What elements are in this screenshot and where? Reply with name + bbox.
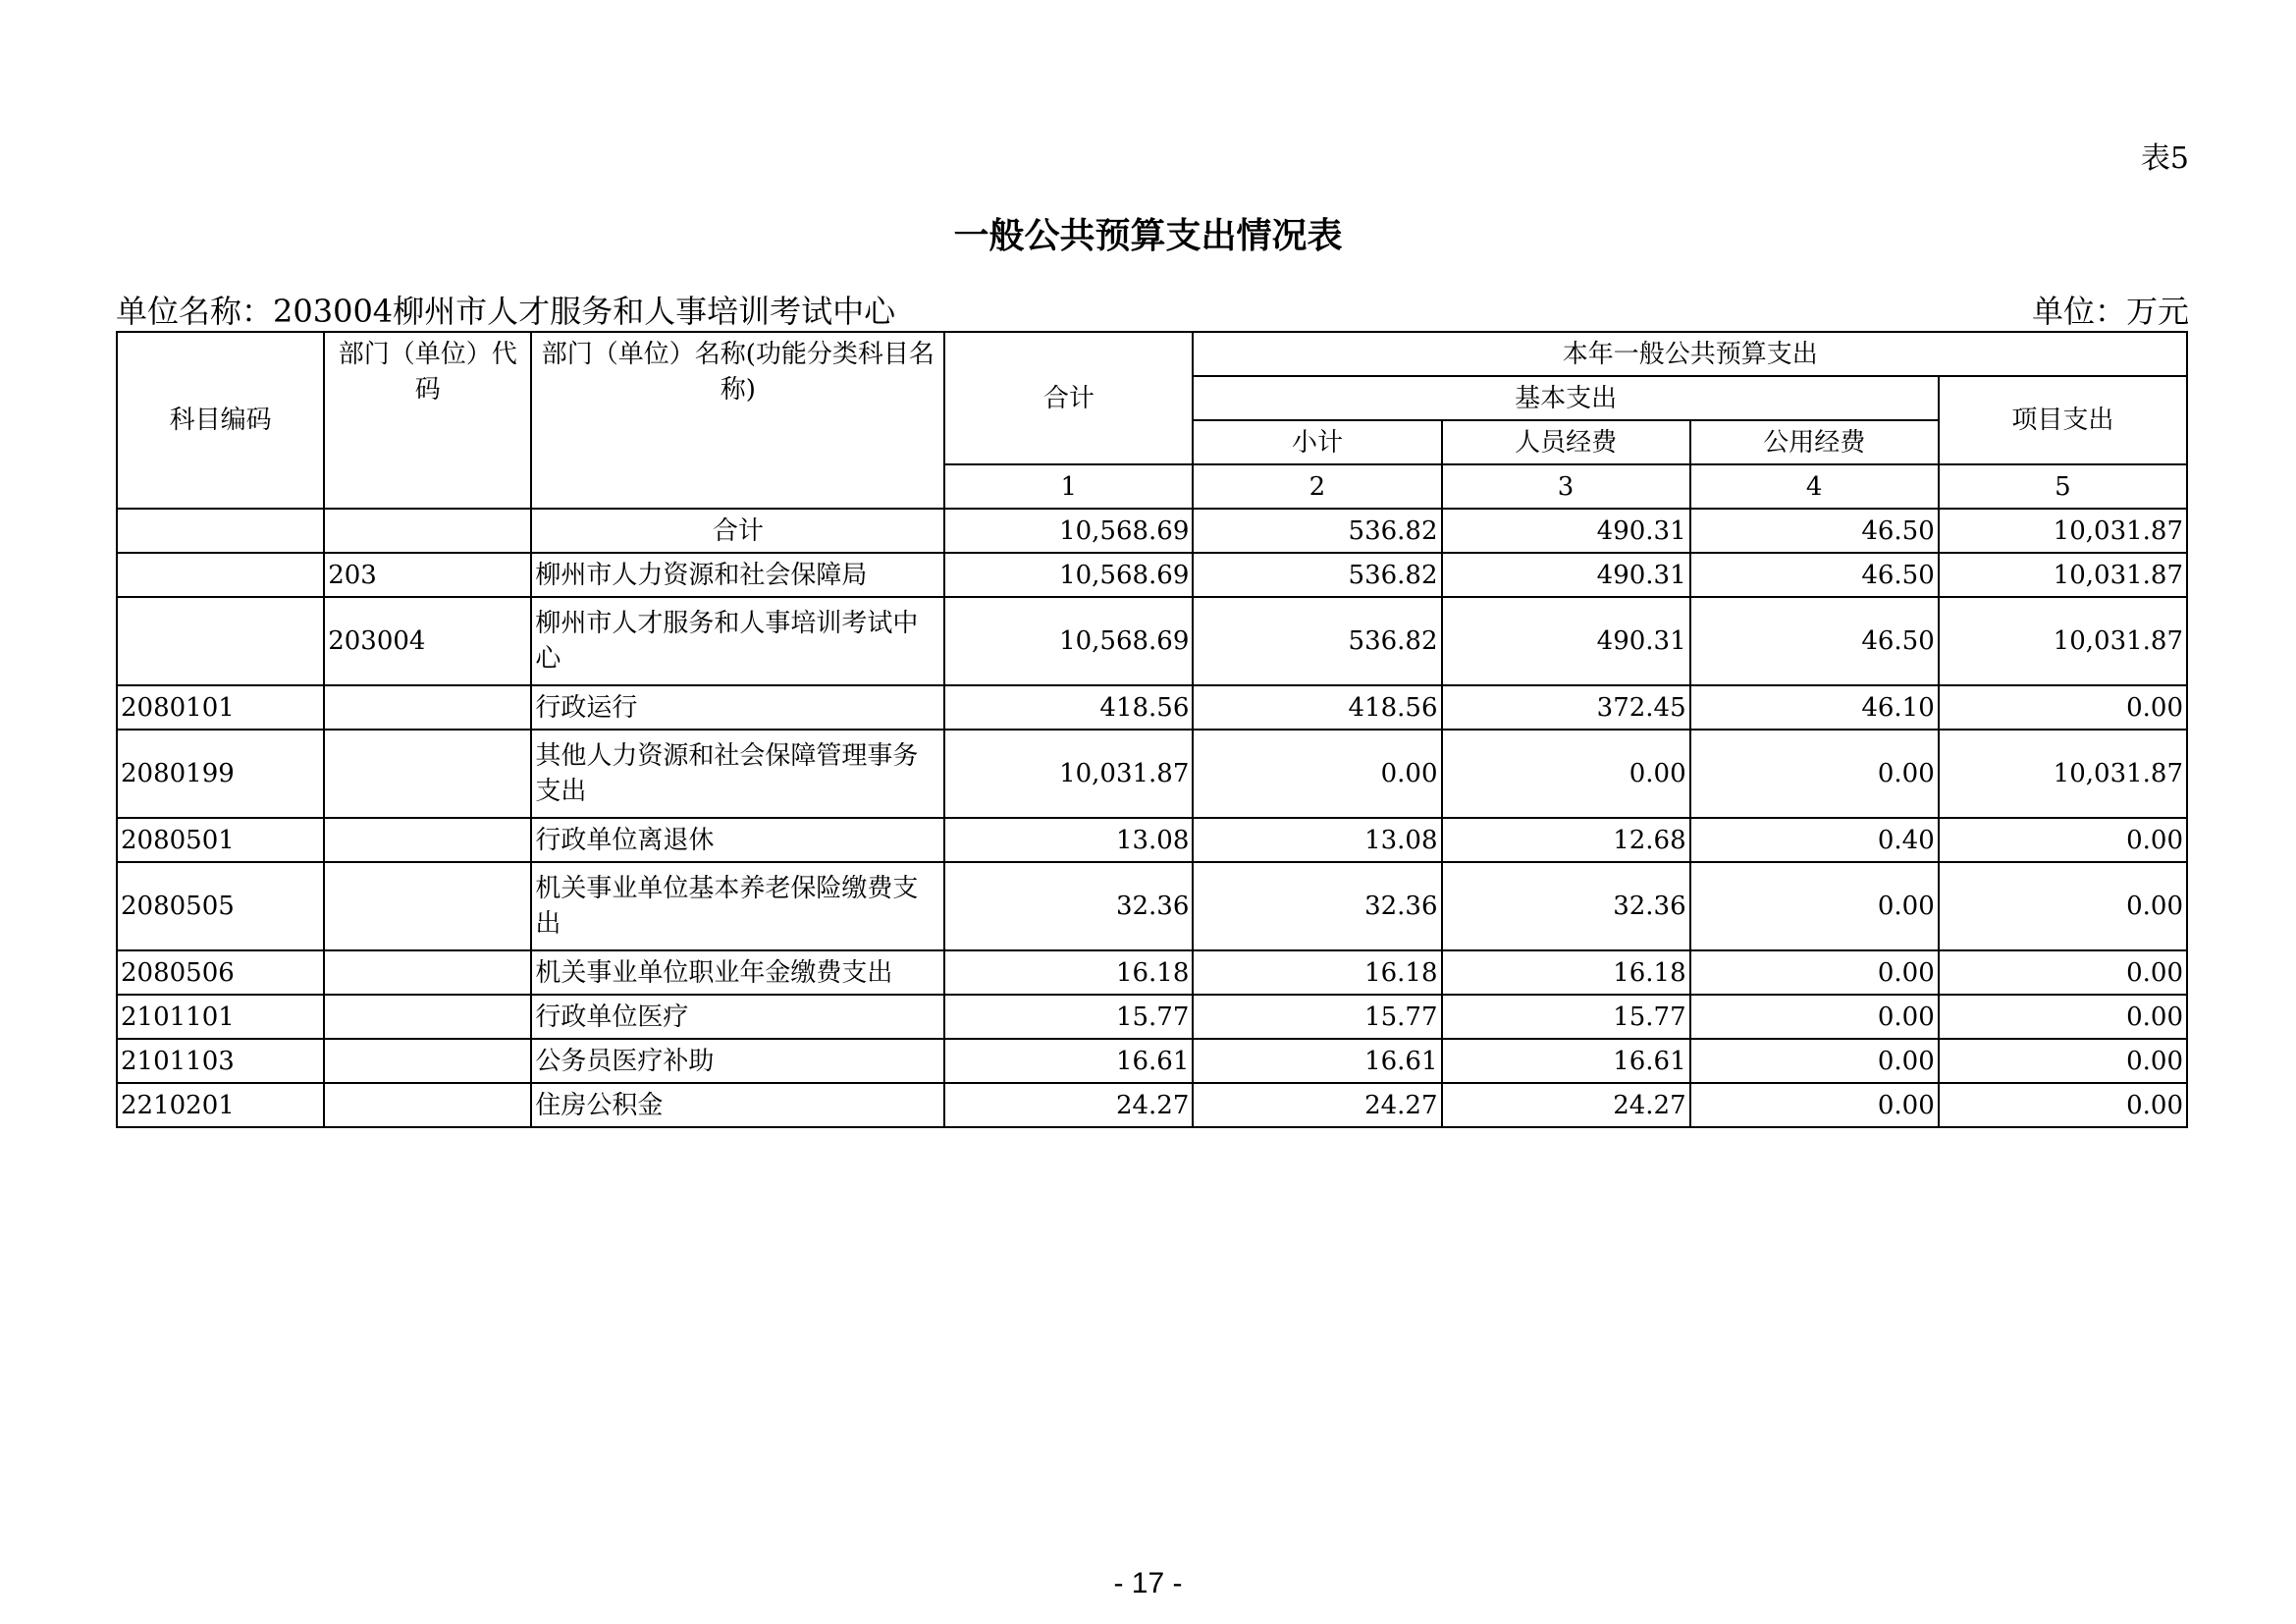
total-cell: 16.61 [944, 1039, 1193, 1083]
project-cell: 0.00 [1939, 1083, 2187, 1127]
personnel-cell: 490.31 [1442, 553, 1690, 597]
subject-code-cell: 2210201 [117, 1083, 324, 1127]
public-cell: 0.00 [1690, 1083, 1939, 1127]
public-cell: 46.50 [1690, 553, 1939, 597]
personnel-cell: 490.31 [1442, 597, 1690, 685]
project-cell: 0.00 [1939, 818, 2187, 862]
public-cell: 46.50 [1690, 509, 1939, 553]
personnel-cell: 16.18 [1442, 950, 1690, 995]
header-basic: 基本支出 [1193, 376, 1938, 420]
subject-code-cell: 2080501 [117, 818, 324, 862]
public-cell: 0.00 [1690, 862, 1939, 950]
table-row [117, 950, 2187, 995]
project-cell: 0.00 [1939, 995, 2187, 1039]
subject-code-cell [117, 509, 324, 553]
dept-code-cell: 203004 [324, 597, 531, 685]
table-row [117, 1039, 2187, 1083]
project-cell: 10,031.87 [1939, 730, 2187, 818]
public-cell: 46.50 [1690, 597, 1939, 685]
table-row [117, 553, 2187, 597]
dept-code-cell [324, 818, 531, 862]
table-row [117, 1083, 2187, 1127]
table-row [117, 597, 2187, 685]
budget-table [116, 331, 2188, 1128]
project-cell: 0.00 [1939, 1039, 2187, 1083]
header-subtotal: 小计 [1193, 420, 1441, 464]
column-number: 1 [944, 464, 1193, 509]
name-cell: 住房公积金 [531, 1083, 944, 1127]
public-cell: 46.10 [1690, 685, 1939, 730]
dept-code-cell [324, 1039, 531, 1083]
column-number: 3 [1442, 464, 1690, 509]
total-cell: 10,568.69 [944, 597, 1193, 685]
table-row-total [117, 509, 2187, 553]
total-cell: 418.56 [944, 685, 1193, 730]
column-number: 4 [1690, 464, 1939, 509]
name-cell: 柳州市人才服务和人事培训考试中心 [531, 597, 944, 685]
personnel-cell: 490.31 [1442, 509, 1690, 553]
total-cell: 10,568.69 [944, 553, 1193, 597]
project-cell: 10,031.87 [1939, 597, 2187, 685]
table-number-label: 表5 [2140, 141, 2189, 176]
dept-code-cell: 203 [324, 553, 531, 597]
subtotal-cell: 16.61 [1193, 1039, 1441, 1083]
public-cell: 0.00 [1690, 1039, 1939, 1083]
name-cell: 公务员医疗补助 [531, 1039, 944, 1083]
subject-code-cell: 2101101 [117, 995, 324, 1039]
table-row [117, 730, 2187, 818]
total-cell: 15.77 [944, 995, 1193, 1039]
public-cell: 0.00 [1690, 950, 1939, 995]
header-public: 公用经费 [1690, 420, 1939, 464]
name-cell: 机关事业单位基本养老保险缴费支出 [531, 862, 944, 950]
name-cell: 行政单位医疗 [531, 995, 944, 1039]
header-dept-code: 部门（单位）代码 [324, 332, 531, 509]
subtotal-cell: 418.56 [1193, 685, 1441, 730]
subtotal-cell: 24.27 [1193, 1083, 1441, 1127]
header-total: 合计 [944, 332, 1193, 464]
personnel-cell: 372.45 [1442, 685, 1690, 730]
subtotal-cell: 16.18 [1193, 950, 1441, 995]
table-row [117, 995, 2187, 1039]
name-cell: 机关事业单位职业年金缴费支出 [531, 950, 944, 995]
column-number: 5 [1939, 464, 2187, 509]
total-cell: 10,568.69 [944, 509, 1193, 553]
dept-code-cell [324, 685, 531, 730]
table-row [117, 862, 2187, 950]
project-cell: 0.00 [1939, 685, 2187, 730]
currency-unit-label: 单位：万元 [2031, 293, 2189, 330]
dept-code-cell [324, 995, 531, 1039]
table-header [117, 332, 2187, 509]
project-cell: 0.00 [1939, 950, 2187, 995]
total-cell: 24.27 [944, 1083, 1193, 1127]
total-cell: 16.18 [944, 950, 1193, 995]
personnel-cell: 12.68 [1442, 818, 1690, 862]
project-cell: 0.00 [1939, 862, 2187, 950]
name-cell: 其他人力资源和社会保障管理事务支出 [531, 730, 944, 818]
table-row [117, 685, 2187, 730]
subtotal-cell: 536.82 [1193, 509, 1441, 553]
subject-code-cell: 2080505 [117, 862, 324, 950]
subject-code-cell [117, 553, 324, 597]
public-cell: 0.40 [1690, 818, 1939, 862]
dept-code-cell [324, 1083, 531, 1127]
personnel-cell: 0.00 [1442, 730, 1690, 818]
subject-code-cell: 2080199 [117, 730, 324, 818]
public-cell: 0.00 [1690, 730, 1939, 818]
dept-code-cell [324, 509, 531, 553]
subtotal-cell: 32.36 [1193, 862, 1441, 950]
header-personnel: 人员经费 [1442, 420, 1690, 464]
name-cell: 合计 [531, 509, 944, 553]
project-cell: 10,031.87 [1939, 509, 2187, 553]
subtotal-cell: 15.77 [1193, 995, 1441, 1039]
subject-code-cell: 2080506 [117, 950, 324, 995]
table-row [117, 818, 2187, 862]
unit-name-label: 单位名称：203004柳州市人才服务和人事培训考试中心 [116, 293, 896, 330]
page-number: - 17 - [1113, 1567, 1183, 1599]
personnel-cell: 32.36 [1442, 862, 1690, 950]
subtotal-cell: 0.00 [1193, 730, 1441, 818]
personnel-cell: 15.77 [1442, 995, 1690, 1039]
subject-code-cell: 2101103 [117, 1039, 324, 1083]
name-cell: 行政单位离退休 [531, 818, 944, 862]
public-cell: 0.00 [1690, 995, 1939, 1039]
name-cell: 柳州市人力资源和社会保障局 [531, 553, 944, 597]
total-cell: 13.08 [944, 818, 1193, 862]
personnel-cell: 16.61 [1442, 1039, 1690, 1083]
header-subject-code: 科目编码 [117, 332, 324, 509]
header-project: 项目支出 [1939, 376, 2187, 464]
total-cell: 32.36 [944, 862, 1193, 950]
subtotal-cell: 536.82 [1193, 553, 1441, 597]
dept-code-cell [324, 950, 531, 995]
personnel-cell: 24.27 [1442, 1083, 1690, 1127]
column-number: 2 [1193, 464, 1441, 509]
dept-code-cell [324, 862, 531, 950]
table-body [117, 509, 2187, 1127]
project-cell: 10,031.87 [1939, 553, 2187, 597]
subtotal-cell: 13.08 [1193, 818, 1441, 862]
page-title: 一般公共预算支出情况表 [953, 215, 1343, 256]
dept-code-cell [324, 730, 531, 818]
header-dept-name: 部门（单位）名称(功能分类科目名称) [531, 332, 944, 509]
total-cell: 10,031.87 [944, 730, 1193, 818]
name-cell: 行政运行 [531, 685, 944, 730]
header-group: 本年一般公共预算支出 [1193, 332, 2187, 376]
subtotal-cell: 536.82 [1193, 597, 1441, 685]
subject-code-cell: 2080101 [117, 685, 324, 730]
subject-code-cell [117, 597, 324, 685]
